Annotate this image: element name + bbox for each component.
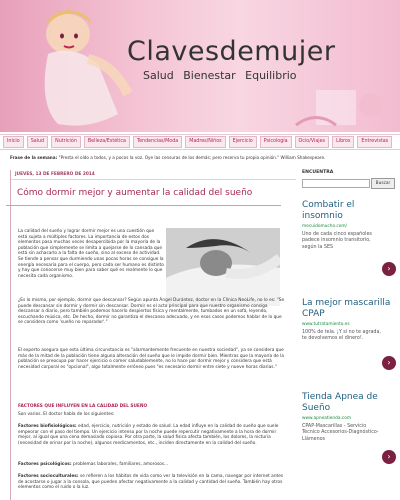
nav-tendencias[interactable]: Tendencias/Moda — [133, 136, 182, 148]
post-paragraph-2 — [18, 298, 286, 326]
factor-psych-text: problemas laborales, familiares, amorosos... — [72, 462, 169, 467]
chevron-right-icon[interactable]: › — [382, 356, 396, 370]
paragraph-factors-intro: Son varios. El doctor habla de los siguientes: — [18, 412, 115, 417]
nav-belleza[interactable]: Belleza/Estética — [84, 136, 130, 148]
factor-bio-label: Factores biofisiológicos: — [18, 424, 77, 429]
ad-description: CPAP-Mascarillas - Servicio Técnico Accesorios-Diagnóstico-Llámenos — [302, 424, 379, 442]
search-button[interactable]: Buscar — [371, 178, 395, 189]
nav-nutricion[interactable]: Nutrición — [51, 136, 81, 148]
factor-psych-label: Factores psicológicos: — [18, 462, 72, 467]
nav-libros[interactable]: Libros — [332, 136, 354, 148]
nav-ejercicio[interactable]: Ejercicio — [229, 136, 257, 148]
ad-cpap[interactable] — [302, 298, 398, 367]
post-paragraph-1 — [18, 229, 164, 279]
chevron-right-icon[interactable]: › — [382, 262, 396, 276]
factor-socio-label: Factores socioculturales: — [18, 474, 79, 479]
pinup-illustration — [18, 4, 138, 130]
sidebar — [302, 170, 398, 500]
ad-apnea[interactable] — [302, 392, 398, 461]
nav-madres[interactable]: Madres/Niños — [185, 136, 225, 148]
paragraph-expert: El experto asegura que esta última circunstancia es "alarmantemente frecuente en nuestra sociedad", ya se considera que más de la mitad de la población tiene alguna alteración del sueño que le impide dormir bien. Mientras que la mayoría de la población se preocupa por hacer ejercicio o comer saludablemente, no lo hace por dormir mejor y considera que está necesidad corporal es "opcional", algo totalmente erróneo pues "es necesario dormir entre siete y nueve horas diarias." — [18, 348, 285, 370]
decorative-scene — [286, 80, 396, 130]
nav-inicio[interactable]: Inicio — [3, 136, 24, 148]
post-factor-socio — [18, 474, 286, 491]
site-subtitle: Salud Bienestar Equilibrio — [143, 69, 297, 82]
nav-entrevistas[interactable]: Entrevistas — [357, 136, 392, 148]
post-title[interactable]: Cómo dormir mejor y aumentar la calidad del sueño — [17, 188, 253, 198]
ad-insomnio[interactable] — [302, 200, 398, 273]
paragraph-rest: ¿Es lo mismo, por ejemplo, dormir que descansar? Según apunta Ángel Durántez, doctor en la Clínica NeoLife, no lo es: "Se puede descansar sin dormir y dormir sin descansar. Dormir es el acto principal para que nuestro organismo consiga descansar a diario, pero también podemos hacerlo despiertos física y mentalmente, tumbados en un sofá, leyendo, escuchando música, etc. De hecho, dormir no garantiza el descanso adecuado, y en esos casos podemos hablar de lo que se considera como 'sueño no reparador'." — [18, 298, 285, 326]
factor-bio-text: edad, ejercicio, nutrición y estado de salud. La edad influye en la calidad de sueño que suele empeorar con el paso del tiempo. Un ejercicio intenso por la noche puede repercutir negativamente a la hora de dormir mejor, al igual que una cena demasiado copiosa. Por otra parte, la salud física afecta también, los dolores, la nicturia (necesidad de orinar por la noche), algunos medicamentos, etc., inciden directamente en la calidad del sueño. — [18, 424, 279, 446]
ad-url[interactable]: www.apneatienda.com — [302, 416, 352, 421]
ad-description: Uno de cada cinco españoles padece insomnio transitorio, según la SES — [302, 232, 372, 250]
nav-ocio[interactable]: Ocio/Viajes — [295, 136, 330, 148]
chevron-right-icon[interactable]: › — [382, 450, 396, 464]
nav-salud[interactable]: Salud — [27, 136, 48, 148]
phrase-text: "Presta el oído a todos, y a pocos la voz. Oye las censuras de los demás; pero reserva tu propia opinión." — [58, 155, 280, 160]
post-paragraph-3 — [18, 348, 286, 370]
search-label: ENCUENTRA — [302, 170, 334, 175]
sleeping-woman-photo — [166, 228, 280, 306]
post-paragraph-4 — [18, 412, 286, 418]
ad-title[interactable]: Combatir el insomnio — [302, 200, 355, 221]
title-divider — [6, 205, 281, 206]
ad-title[interactable]: Tienda Apnea de Sueño — [302, 392, 378, 413]
ad-url[interactable]: mecuidomucho.com/ — [302, 224, 348, 229]
header-banner — [0, 0, 400, 132]
post-column — [10, 170, 296, 500]
paragraph-intro: La calidad del sueño y lograr dormir mejor es una cuestión que está sujeta a múltiples factores. La importancia de estos dos elementos pasa muchas veces desapercibida por la mayoría de la población que simplemente se limita a quejarse de lo cansada que está sin achacarlo a la falta de sueño, sino al exceso de actividad. Se tiende a pensar que durmiendo unas pocas horas se consigue la energía necesaria para el cuerpo, pero cada ser humano es distinto y hay que conocerse muy bien para saber qué es realmente lo que necesita cada organismo. — [18, 229, 164, 279]
phrase-author: William Shakespeare. — [280, 155, 326, 160]
photo-illustration — [166, 228, 280, 306]
phrase-of-week — [10, 155, 395, 160]
post-factor-bio — [18, 424, 286, 446]
search-input[interactable] — [302, 179, 370, 188]
ad-url[interactable]: www.tutratamiento.es — [302, 322, 350, 327]
phrase-label: Frase de la semana: — [10, 155, 58, 160]
post-factor-psych — [18, 462, 286, 468]
post-section-factors — [18, 404, 286, 410]
nav-psicologia[interactable]: Psicología — [260, 136, 292, 148]
ad-description: 100% de tela. ¡Y si no te agrada, te devolvemos el dinero!. — [302, 330, 381, 342]
site-title[interactable]: Clavesdemujer — [127, 36, 336, 67]
main-navigation — [0, 134, 400, 150]
ad-title[interactable]: La mejor mascarilla CPAP — [302, 298, 391, 319]
factor-socio-text: se refieren a los hábitos de vida como ver la televisión en la cama, navegar por internet antes de acostarse o jugar a la consola, que pueden afectar negativamente a la calidad y cantidad del sueño. También hay otros elementos como el ruido o la luz. — [18, 474, 284, 491]
section-heading: FACTORES QUE INFLUYEN EN LA CALIDAD DEL SUEÑO — [18, 404, 148, 409]
post-date: JUEVES, 13 DE FEBRERO DE 2014 — [11, 170, 296, 180]
